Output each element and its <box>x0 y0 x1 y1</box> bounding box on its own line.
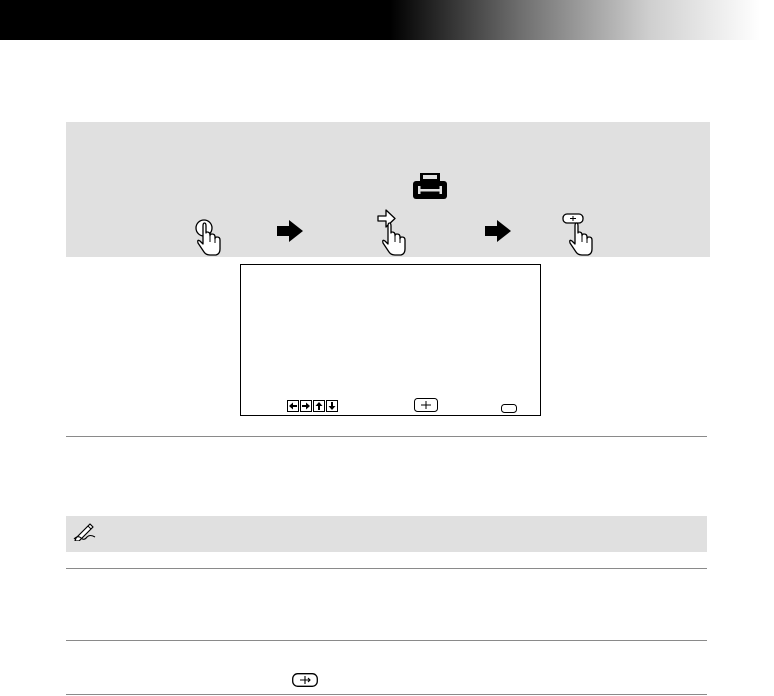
section-divider <box>66 640 707 641</box>
note-panel <box>66 516 707 552</box>
small-button-icon <box>501 404 517 413</box>
section-divider <box>66 694 707 695</box>
printer-icon <box>412 172 448 202</box>
enter-button-icon <box>292 673 318 687</box>
arrow-button-hand-icon <box>375 208 409 258</box>
right-arrow-icon <box>276 220 304 242</box>
section-divider <box>66 436 707 437</box>
section-divider <box>66 568 707 569</box>
arrow-keys-icon <box>287 400 339 413</box>
press-button-hand-icon <box>194 218 224 258</box>
header-band <box>0 0 774 40</box>
enter-key-icon <box>414 398 438 412</box>
right-arrow-icon <box>484 220 512 242</box>
enter-button-hand-icon <box>562 212 596 258</box>
pencil-note-icon <box>73 521 97 541</box>
osd-screen <box>240 264 541 416</box>
